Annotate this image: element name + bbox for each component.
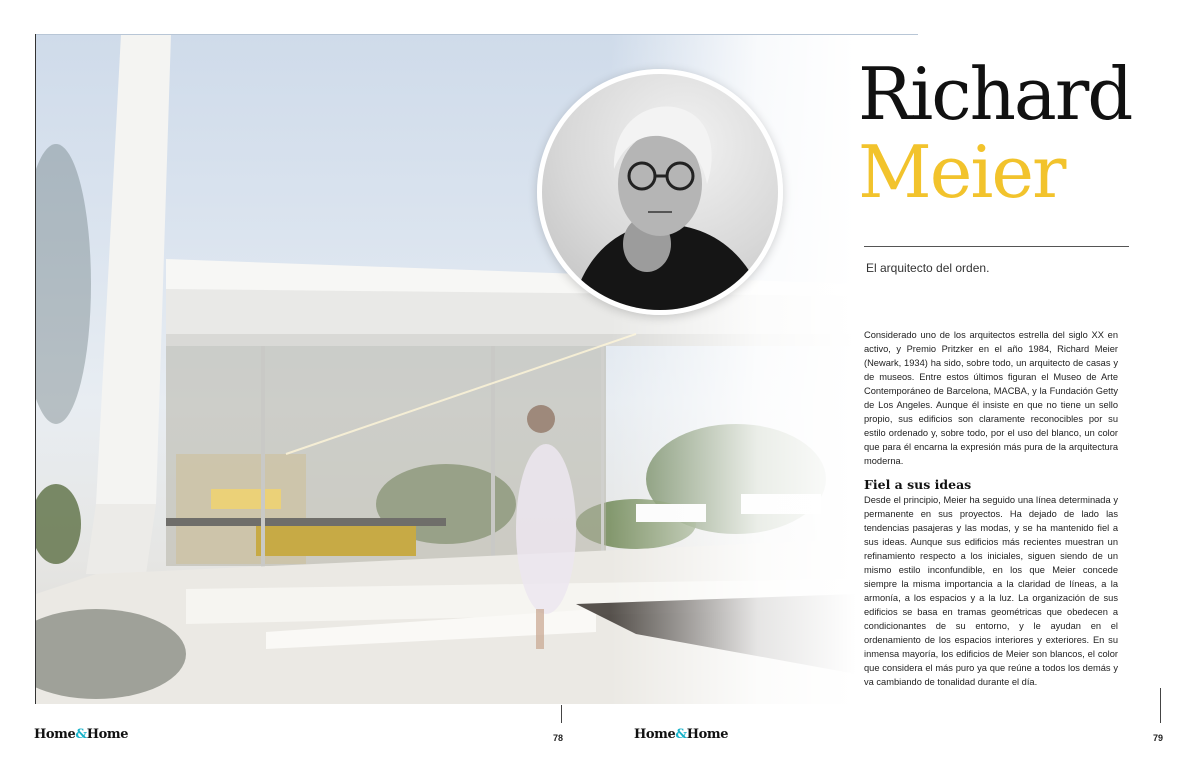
logo-word: Home [34,727,76,742]
article-title-first-name: Richard [858,52,1132,136]
portrait-illustration [542,74,778,310]
page-number-left: 78 [553,733,564,743]
page-number-right: 79 [1153,733,1164,743]
page-tick-left [561,705,562,723]
logo-word: Home [686,727,729,742]
title-divider [864,246,1129,247]
section-heading: Fiel a sus ideas [864,477,972,492]
magazine-logo-right [634,727,728,742]
logo-word: Home [86,727,129,742]
architect-portrait [537,69,783,315]
logo-ampersand: & [675,727,687,742]
logo-ampersand: & [75,727,87,742]
body-paragraph-2: Desde el principio, Meier ha seguido una línea determinada y permanente en sus proyectos. Ha dejado de lado las tendencias pasajeras y las modas, y se ha mantenido fiel a sus ideas. Aunque sus edificios más recientes muestran un refinamiento respecto a los iniciales, siguen siendo de un mismo estilo inconfundible, en los que Meier concede siempre la misma importancia a la claridad de líneas, a la armonía, a los espacios y a la luz. La organización de sus edificios se basa en tramas geométricas que obedecen a condicionantes de su entorno, y le ayudan en el ordenamiento de los espacios interiores y exteriores. En su inmensa mayoría, los edificios de Meier son blancos, el color que considera el más puro ya que reúne a todos los demás y va cambiando de tonalidad durante el día. [864,495,1118,687]
left-page-rule [35,34,36,704]
body-paragraph-1: Considerado uno de los arquitectos estrella del siglo XX en activo, y Premio Pritzker en el año 1984, Richard Meier (Newark, 1934) ha sido, sobre todo, un arquitecto de casas y de museos. Entre estos últimos figuran el Museo de Arte Contemporáneo de Barcelona, MACBA, y la Fundación Getty de Los Angeles. Aunque él insiste en que no tiene un sello propio, sus edificios son claramente reconocibles por su estilo ordenado y, sobre todo, por el uso del blanco, un color que para él encarna la expresión más pura de la arquitectura moderna. [864,330,1118,466]
logo-word: Home [634,727,676,742]
page-tick-right [1160,688,1161,723]
magazine-logo-left [34,727,128,742]
article-title-last-name: Meier [858,130,1065,214]
article-subtitle: El arquitecto del orden. [866,261,990,275]
top-page-rule [36,34,918,35]
